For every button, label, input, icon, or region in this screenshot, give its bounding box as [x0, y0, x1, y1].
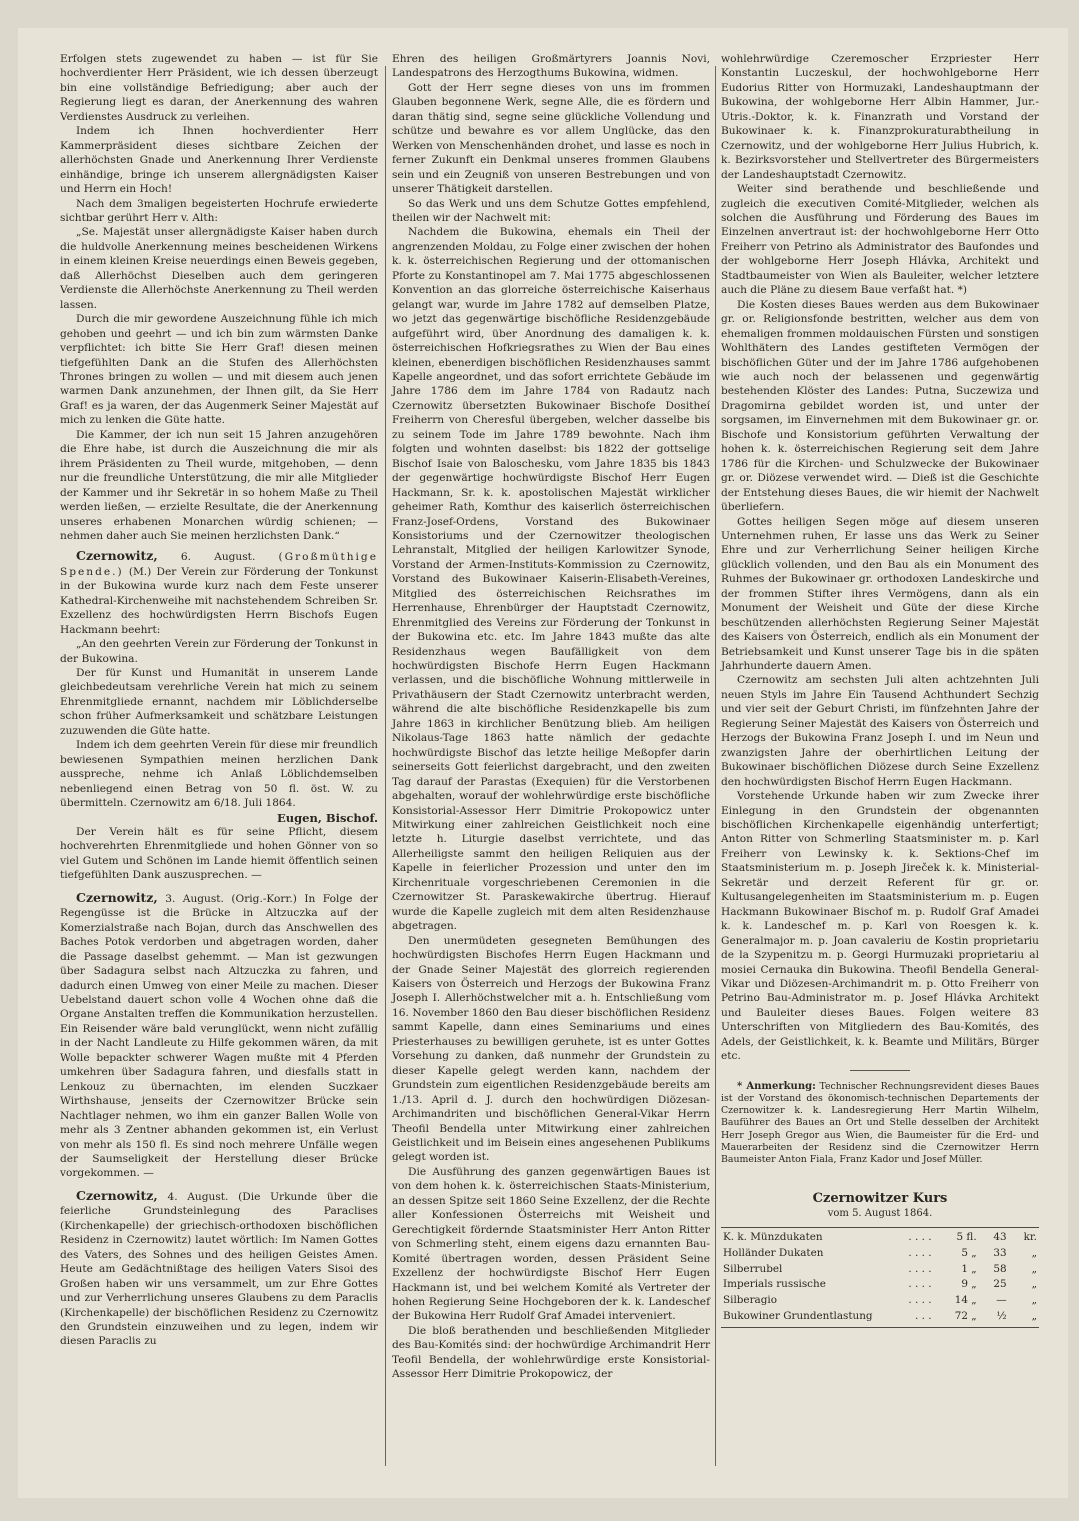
column-rule-left — [385, 66, 386, 1466]
table-row — [721, 1277, 1039, 1293]
paragraph: Gottes heiligen Segen möge auf diesem unseren Unternehmen ruhen, Er lasse uns das Werk zu Seiner Ehre und zur Verherrlichung Seiner heiligen Kirche glücklich vollenden, und den Bau als ein Monument des Ruhmes der Bukowinaer gr. orthodoxen Landeskirche und der frommen Stifter ihres Vermögens, dann als ein Monument der Weisheit und Güte der diese Kirche beschützenden allerhöchsten Regierung Seiner Majestät des Kaisers von Österreich, endlich als ein Monument der Betriebsamkeit und Kunst unserer Tage bis in die späten Jahrhunderte dauern Amen. — [721, 515, 1039, 673]
paragraph: Den unermüdeten gesegneten Bemühungen des hochwürdigsten Bischofes Herrn Eugen Hackmann und der Gnade Seiner Majestät des glorreich regierenden Kaisers von Österreich und Herzogs der Bukowina Franz Joseph I. Allerhöchstwelcher mit a. h. Entschließung vom 16. November 1860 den Bau dieser bischöflichen Residenz sammt Kapelle, dann eines Seminariums und eines Priesterhauses zu bewilligen geruhete, ist es unter Gottes Vorsehung zu danken, daß nunmehr der Grundstein zu dieser Kapelle gelegt werden kann, nachdem der Grundstein zum eigentlichen Residenzgebäude bereits am 1./13. April d. J. durch den hochwürdigen Diözesan-Archimandriten und bischöflichen General-Vikar Herrn Theofil Bendella unter Mitwirkung einer zahlreichen Geistlichkeit und im Beisein eines angesehenen Publikums gelegt worden ist. — [392, 934, 710, 1164]
rate-dots: . . . . — [908, 1231, 932, 1244]
footnote — [721, 1081, 1039, 1166]
rate-v1: 1 „ — [961, 1262, 977, 1275]
rate-label: Bukowiner Grundentlastung — [723, 1310, 873, 1323]
paragraph: Indem ich dem geehrten Verein für diese mir freundlich bewiesenen Sympathien meinen herzlichen Dank ausspreche, nehme ich Anlaß Löblichdemselben nebenliegend einen Betrag von 50 fl. öst. W. zu übermitteln. Czernowitz am 6/18. Juli 1864. — [60, 739, 378, 810]
table-row — [721, 1262, 1039, 1278]
rate-unit: „ — [1031, 1294, 1037, 1307]
rate-v2: — — [996, 1294, 1007, 1307]
paragraph: wohlehrwürdige Czeremoscher Erzpriester Herr Konstantin Luczeskul, der hochwohlgeborne Herr Eudorius Ritter von Hormuzaki, Landeshauptmann der Bukowina, der wohlgeborne Herr Albin Hammer, Jur.-Utris.-Doktor, k. k. Finanzrath und Vorstand der Bukowinaer k. k. Finanzprokuraturabtheilung in Czernowitz, und der wohlgeborne Herr Julius Hubrich, k. k. Bezirksvorsteher und Stellvertreter des Bürgermeisters der Landeshauptstadt Czernowitz. — [721, 53, 1039, 181]
paragraph: So das Werk und uns dem Schutze Gottes empfehlend, theilen wir der Nachwelt mit: — [392, 197, 710, 224]
article-dateline-place: Czernowitz, — [76, 548, 158, 564]
paragraph: Indem ich Ihnen hochverdienter Herr Kammerpräsident dieses sichtbare Zeichen der allerhöchsten Gnade und Anerkennung Ihrer Verdienste einhändige, bringe ich unserem allergnädigsten Kaiser und Herrn ein Hoch! — [60, 125, 378, 196]
rate-label: K. k. Münzdukaten — [723, 1231, 823, 1244]
rate-label: Holländer Dukaten — [723, 1246, 824, 1259]
paragraph: Nachdem die Bukowina, ehemals ein Theil der angrenzenden Moldau, zu Folge einer zwischen der hohen k. k. österreichischen Regierung und der ottomanischen Pforte zu Konstantinopel am 7. Mai 1775 abgeschlossenen Konvention an das glorreiche österreichische Kaiserhaus gelangt war, wurde im Jahre 1782 auf demselben Platze, wo jetzt das gegenwärtige bischöfliche Residenzgebäude aufgeführt wird, über Anordnung des damaligen k. k. österreichischen Hofkriegsrathes zu Wien der Bau eines kleinen, ebenerdigen bischöflichen Residenzhauses sammt Kapelle angeordnet, und das sofort errichtete Gebäude im Jahre 1786 dem im Jahre 1784 von Radautz nach Czernowitz übersetzten Bukowinaer Bischofe Dositheí Freiherrn von Cheresful übergeben, welcher dasselbe bis zu seinem Tode im Jahre 1789 bewohnte. Nach ihm folgten und wohnten daselbst: bis 1822 der gottselige Bischof Isaie von Baloschesku, vom Jahre 1835 bis 1843 der gegenwärtige hochwürdigste Bischof Herr Eugen Hackmann, Sr. k. k. apostolischen Majestät wirklicher geheimer Rath, Komthur des kaiserlich österreichischen Franz-Josef-Ordens, Vorstand des Bukowinaer Konsistoriums und der Czernowitzer theologischen Lehranstalt, Mitglied der heiligen Karlowitzer Synode, Vorstand der Armen-Instituts-Kommission zu Czernowitz, Vorstand des Bukowinaer Kaiserin-Elisabeth-Vereines, Mitglied des österreichischen Reichsrathes im Herrenhause, Ehrenbürger der Hauptstadt Czernowitz, Ehrenmitglied des Vereins zur Förderung der Tonkunst in der Bukowina etc. etc. Im Jahre 1843 mußte das alte Residenzhaus wegen Baufälligkeit von dem hochwürdigsten Bischofe Herrn Eugen Hackmann verlassen, und die bischöfliche Wohnung mittlerweile in Privathäusern der Stadt Czernowitz unterbracht werden, während die alte bischöfliche Residenzkapelle bis zum Jahre 1863 in kirchlicher Benützung blieb. Am heiligen Nikolaus-Tage 1863 hatte nämlich der gedachte hochwürdigste Bischof das letzte heilige Meßopfer darin seinerseits Gott feierlichst dargebracht, und den zweiten Tag darauf der Parastas (Exequien) für die Verstorbenen abgehalten, worauf der wohlehrwürdige erste bischöfliche Konsistorial-Assessor Herr Dimitrie Prokopowicz unter Mitwirkung einer zahlreichen Geistlichkeit noch eine letzte h. Liturgie daselbst verrichtete, und das Allerheiligste sammt den heiligen Reliquien aus der Kapelle in feierlicher Prozession und unter den im Kirchenrituale vorgeschriebenen Ceremonien in die Czernowitzer St. Paraskewakirche übertrug. Hierauf wurde die Kapelle zugleich mit dem alten Residenzhause abgetragen. — [392, 226, 710, 933]
rate-v1: 9 „ — [961, 1278, 977, 1291]
table-row — [721, 1230, 1039, 1246]
rate-dots: . . . . — [908, 1262, 932, 1275]
column-1 — [60, 52, 378, 1349]
rate-unit: „ — [1031, 1310, 1037, 1323]
paragraph: Durch die mir gewordene Auszeichnung fühle ich mich gehoben und geehrt — und ich bin zum wärmsten Danke verpflichtet: ich bitte Sie Herr Graf! diesen meinen tiefgefühlten Dank an die Stufen des Allerhöchsten Thrones bringen zu wollen — und mit diesem auch jenen warmen Dank anzunehmen, der Ihnen gilt, da Sie Herr Graf! es ja waren, der das Augenmerk Seiner Majestät auf mich zu lenken die Güte hatte. — [60, 313, 378, 427]
paragraph: Der Verein hält es für seine Pflicht, diesem hochverehrten Ehrenmitgliede und hohen Gönner von so viel Gutem und Schönen im Lande hiemit öffentlich seinen tiefgefühlten Dank auszusprechen. — — [60, 826, 378, 882]
rate-label: Silberagio — [723, 1294, 777, 1307]
rate-unit: „ — [1031, 1262, 1037, 1275]
paragraph: „Se. Majestät unser allergnädigste Kaiser haben durch die huldvolle Anerkennung meines bescheidenen Wirkens in einem kleinen Kreise neuerdings einen Beweis gegeben, daß Allerhöchst Dieselben auch dem geringeren Verdienste die Allerhöchste Anerkennung zu Theil werden lassen. — [60, 226, 378, 311]
article-czernowitz-4-august — [60, 1189, 378, 1349]
signature: Eugen, Bischof. — [277, 810, 378, 825]
article-czernowitz-6-august — [60, 549, 378, 637]
column-2 — [392, 52, 710, 1382]
table-row — [721, 1293, 1039, 1309]
article-dateline-place: Czernowitz, — [76, 1187, 158, 1203]
table-rule-bottom — [721, 1327, 1039, 1328]
rate-unit: kr. — [1023, 1231, 1037, 1244]
article-text: (Orig.-Korr.) In Folge der Regengüsse ist die Brücke in Altzuczka auf der Komerzialstraße nach Bojan, durch das Anschwellen des Baches Potok verdorben und abgetragen worden, daher die Passage daselbst gehemmt. — Man ist gezwungen über Sadagura selbst nach Altzuczka zu fahren, und dadurch einen Umweg von einer Meile zu machen. Dieser Uebelstand dauert schon volle 4 Wochen ohne daß die Organe Anstalten treffen die Kommunikation herzustellen. Ein Reisender wäre bald verunglückt, wenn nicht zufällig in der Nacht Landleute zu Hilfe gekommen wären, da mit Wolle bepackter schwerer Wagen mußte mit 4 Pferden umkehren über Sadagura fahren, und diesfalls statt in Lenkouz zu übernachten, im elenden Suczkaer Wirthshause, jenseits der Czernowitzer Brücke sein Nachtlager nehmen, wo ihm ein ganzer Ballen Wolle von mehr als 3 Zentner abhanden gekommen ist, ein Verlust von mehr als 150 fl. Es sind noch mehrere Unfälle wegen der Saumseligkeit der Herstellung dieser Brücke vorgekommen. — — [60, 892, 378, 1180]
rate-v1: 5 „ — [961, 1246, 977, 1259]
rate-label: Silberrubel — [723, 1262, 783, 1275]
table-rule-top — [721, 1227, 1039, 1228]
paragraph: Vorstehende Urkunde haben wir zum Zwecke ihrer Einlegung in den Grundstein der obgenannten bischöflichen Kirchenkapelle eigenhändig unterfertigt; Anton Ritter von Schmerling Staatsminister m. p. Karl Freiherr von Lewinsky k. k. Sektions-Chef im Staatsministerium m. p. Joseph Jireček k. k. Ministerial-Sekretär und derzeit Referent für gr. or. Kultusangelegenheiten im Staatsministerium m. p. Eugen Hackmann Bukowinaer Bischof m. p. Rudolf Graf Amadei k. k. Landeschef m. p. Karl von Roesgen k. k. Generalmajor m. p. Joan cavaleriu de Kostin proprietariu de la Szypenitzu m. p. Georgi Hurmuzaki proprietariu al mosiei Cernauka din Bukowina. Theofil Bendella General-Vikar und Diözesen-Archimandrit m. p. Otto Freiherr von Petrino Bau-Administrator m. p. Josef Hlávka Architekt und Bauleiter dieses Baues. Folgen weitere 83 Unterschriften von Mitgliedern des Bau-Komités, des Adels, der Geistlichkeit, k. k. Beamte und Militärs, Bürger etc. — [721, 790, 1039, 1063]
article-dateline-place: Czernowitz, — [76, 889, 158, 905]
article-czernowitz-3-august — [60, 891, 378, 1181]
paragraph: Czernowitz am sechsten Juli alten achtzehnten Juli neuen Styls im Jahre Ein Tausend Achthundert Sechzig und vier seit der Geburt Christi, im fünfzehnten Jahre der Regierung Seiner Majestät des Kaisers von Österreich und Herzogs der Bukowina Franz Joseph I. und im Neun und zwanzigsten Jahre der oberhirtlichen Leitung der Bukowinaer bischöflichen Diözese durch Seine Exzellenz den hochwürdigsten Bischof Herrn Eugen Hackmann. — [721, 674, 1039, 788]
newspaper-page — [18, 28, 1068, 1498]
column-3 — [721, 52, 1039, 1330]
rate-unit: „ — [1031, 1246, 1037, 1259]
paragraph: Erfolgen stets zugewendet zu haben — ist für Sie hochverdienter Herr Präsident, wie ich dessen überzeugt bin eine vollständige Befriedigung; aber auch der Regierung liegt es daran, der Anerkennung des wahren Verdienstes Ausdruck zu verleihen. — [60, 53, 378, 123]
article-text: (M.) Der Verein zur Förderung der Tonkunst in der Bukowina wurde kurz nach dem Feste unserer Kathedral-Kirchenweihe mit nachstehendem Schreiben Sr. Exzellenz des hochwürdigsten Herrn Bischofs Eugen Hackmann beehrt: — [60, 565, 378, 636]
exchange-rates-title: Czernowitzer Kurs — [812, 1191, 948, 1207]
rate-v2: 33 — [993, 1246, 1007, 1259]
exchange-rates — [721, 1192, 1039, 1328]
paragraph: Die Kammer, der ich nun seit 15 Jahren anzugehören die Ehre habe, ist durch die Auszeichnung die mir als ihrem Präsidenten zu Theil wurde, mitgehoben, — denn nur die freundliche Unterstützung, die mir alle Mitglieder der Kammer und ihr Sekretär in so hohem Maße zu Theil werden ließen, — erzielte Resultate, die der Anerkennung unseres erhabenen Monarchen würdig schienen; — nehmen daher auch Sie meinen herzlichsten Dank.“ — [60, 428, 378, 542]
table-row — [721, 1309, 1039, 1325]
footnote-label: * Anmerkung: — [737, 1080, 816, 1092]
rate-v1: 14 „ — [954, 1294, 977, 1307]
paragraph: Nach dem 3maligen begeisterten Hochrufe erwiederte sichtbar gerührt Herr v. Alth: — [60, 197, 378, 224]
rate-dots: . . . . — [908, 1294, 932, 1307]
rate-label: Imperials russische — [723, 1278, 826, 1291]
paragraph: Die Ausführung des ganzen gegenwärtigen Baues ist von dem hohen k. k. österreichischen Staats-Ministerium, an dessen Spitze seit 1860 Seine Exzellenz, der die Rechte aller Konfessionen Österreichs mit Weisheit und Gerechtigkeit fördernde Staatsminister Herr Anton Ritter von Schmerling steht, einem eigens dazu ernannten Bau-Komité übertragen worden, dessen Präsident Seine Exzellenz der hochwürdigste Bischof Herr Eugen Hackmann ist, und bei welchem Komité als Vertreter der hohen Regierung Seine Hochgeboren der k. k. Landeschef der Bukowina Herr Rudolf Graf Amadei interveniert. — [392, 1165, 710, 1323]
rate-v1: 5 fl. — [956, 1231, 977, 1244]
column-rule-right — [715, 66, 716, 1466]
paragraph: „An den geehrten Verein zur Förderung der Tonkunst in der Bukowina. — [60, 638, 378, 665]
article-text: (Die Urkunde über die feierliche Grundsteinlegung des Paraclises (Kirchenkapelle) der griechisch-orthodoxen bischöflichen Residenz in Czernowitz) lautet wörtlich: Im Namen Gottes des Vaters, des Sohnes und des heiligen Geistes Amen. Heute am Gedächtnißtage des heiligen Vaters Sisoi des Großen haben wir uns versammelt, um zur Ehre Gottes und zur Verherrlichung unseres Glaubens zu dem Paraclis (Kirchenkapelle) der bischöflichen Residenz zu Czernowitz den Grundstein einzuweihen und zu legen, indem wir diesen Paraclis zu — [60, 1190, 378, 1348]
paragraph: Die bloß berathenden und beschließenden Mitglieder des Bau-Komités sind: der hochwürdige Archimandrit Herr Teofil Bendella, der wohlehrwürdige erste Konsistorial-Assessor Herr Dimitrie Prokopowicz, der — [392, 1324, 711, 1381]
paragraph: Der für Kunst und Humanität in unserem Lande gleichbedeutsam verehrliche Verein hat mich zu seinem Ehrenmitgliede ernannt, nachdem mir Löblichderselbe schon früher Aufmerksamkeit und schätzbare Leistungen zuzuwenden die Güte hatte. — [60, 667, 378, 737]
exchange-rates-table — [721, 1230, 1039, 1325]
paragraph: Weiter sind berathende und beschließende und zugleich die executiven Comité-Mitglieder, welchen als solchen die Ausführung und Förderung des Baues im Einzelnen anvertraut ist: der hochwohlgeborne Herr Otto Freiherr von Petrino als Administrator des Baufondes und der wohlgeborne Herr Joseph Hlávka, Architekt und Stadtbaumeister von Wien als Bauleiter, welcher letztere auch die Pläne zu diesem Baue verfaßt hat. *) — [721, 183, 1039, 297]
footnote-text: Technischer Rechnungsrevident dieses Baues ist der Vorstand des ökonomisch-technischen Departements der Czernowitzer k. k. Landesregierung Herr Martin Wilhelm, Bauführer des Baues an Ort und Stelle desselben der Architekt Herr Joseph Gregor aus Wien, die Baumeister für die Erd- und Mauerarbeiten der Residenz sind die Czernowitzer Herrn Baumeister Anton Fiala, Franz Kador und Josef Müller. — [721, 1080, 1040, 1165]
paragraph: Ehren des heiligen Großmärtyrers Joannis Novi, Landespatrons des Herzogthums Bukowina, widmen. — [392, 53, 710, 80]
rate-v2: 25 — [993, 1278, 1007, 1291]
rate-unit: „ — [1031, 1278, 1037, 1291]
rate-dots: . . . — [915, 1310, 932, 1323]
rate-dots: . . . . — [908, 1246, 932, 1259]
article-dateline-date: 6. August. — [180, 551, 256, 564]
rate-v2: ½ — [996, 1310, 1007, 1323]
table-row — [721, 1246, 1039, 1262]
rate-v2: 43 — [993, 1231, 1007, 1244]
article-subtitle: (Großmüthige Spende.) — [60, 551, 378, 578]
paragraph: Gott der Herr segne dieses von uns im frommen Glauben begonnene Werk, segne Alle, die es fördern und daran thätig sind, segne seine glückliche Vollendung und schütze und bewahre es vor allem Unglücke, das den Werken von Menschenhänden drohet, und lasse es noch in ferner Zukunft ein Denkmal unseres frommen Glaubens sein und ein Zeugniß von unseren Bestrebungen und von unserer Thätigkeit darstellen. — [392, 81, 710, 196]
paragraph: Die Kosten dieses Baues werden aus dem Bukowinaer gr. or. Religionsfonde bestritten, welcher aus dem von ehemaligen frommen moldauischen Fürsten und sonstigen Wohlthätern des Landes gestifteten Vermögen der bischöflichen Güter und der im Jahre 1786 aufgehobenen wie auch noch der belassenen und gegenwärtig bestehenden Klöster des Landes: Putna, Suczewiza und Dragomirna gebildet worden ist, und unter der sorgsamen, im Einvernehmen mit dem Bukowinaer gr. or. Bischofe und Konsistorium geführten Verwaltung der hohen k. k. österreichischen Regierung seit dem Jahre 1786 für die Kirchen- und Schulzwecke der Bukowinaer gr. or. Diözese verwendet wird. — Dieß ist die Geschichte der Entstehung dieses Baues, die wir hiemit der Nachwelt überliefern. — [721, 298, 1039, 514]
rate-v1: 72 „ — [954, 1310, 977, 1323]
section-divider — [850, 1070, 910, 1071]
exchange-rates-date: vom 5. August 1864. — [827, 1207, 933, 1219]
rate-dots: . . . . — [908, 1278, 932, 1291]
article-dateline-date: 3. August. — [165, 892, 224, 905]
article-dateline-date: 4. August. — [167, 1190, 229, 1203]
rate-v2: 58 — [993, 1262, 1007, 1275]
